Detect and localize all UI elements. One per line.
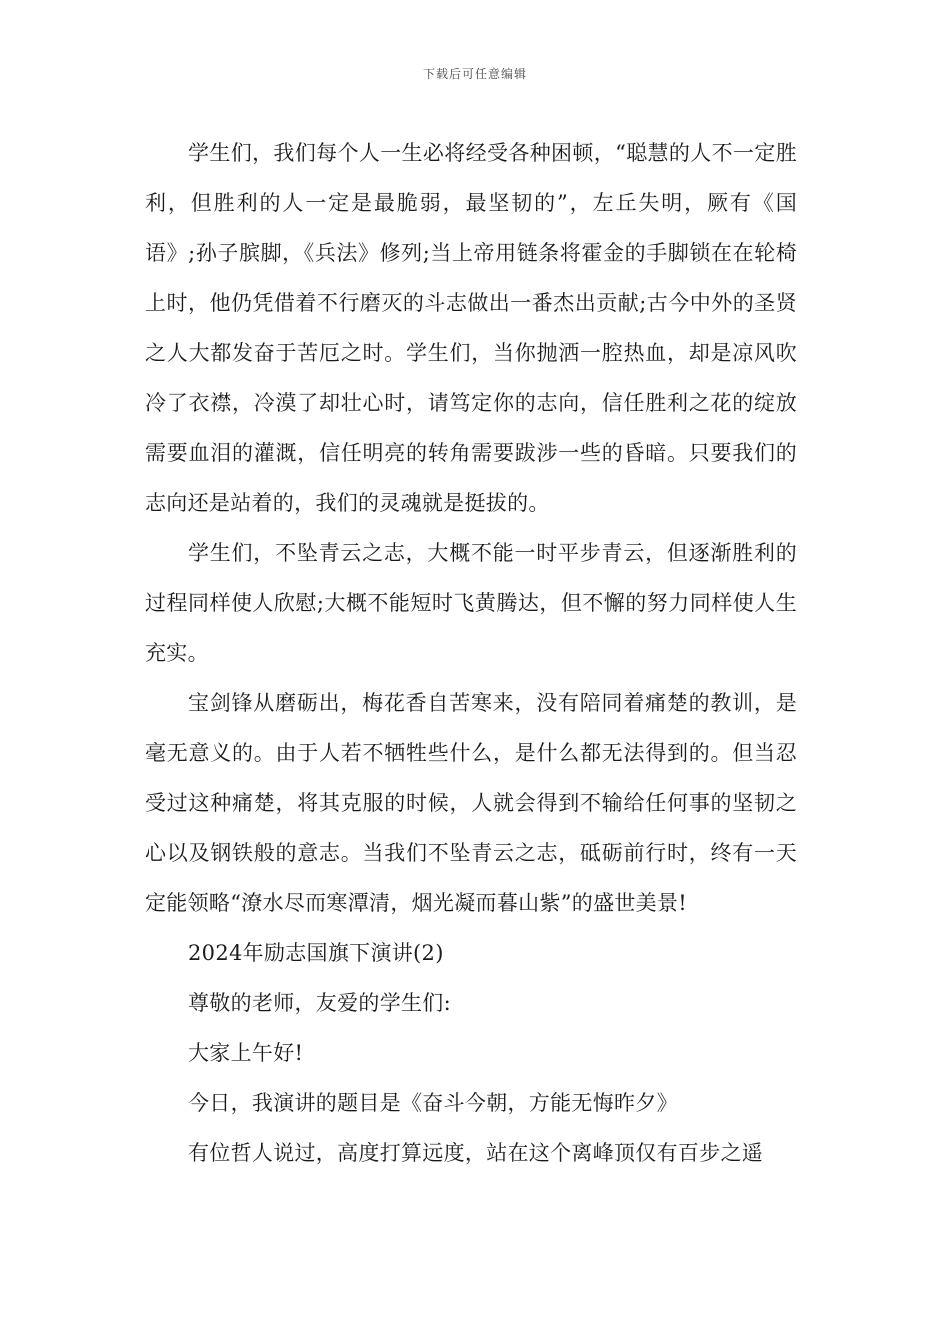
paragraph-sword: 宝剑锋从磨砺出，梅花香自苦寒来，没有陪同着痛楚的教训，是毫无意义的。由于人若不牺牲些什么，是什么都无法得到的。但当忍受过这种痛楚，将其克服的时候，人就会得到不输给任何事的坚韧之心以及钢铁般的意志。当我们不坠青云之志，砥砺前行时，终有一天定能领略“潦水尽而寒潭清，烟光凝而暮山紫”的盛世美景! bbox=[145, 691, 797, 915]
paragraph-philosopher: 有位哲人说过，高度打算远度，站在这个离峰顶仅有百步之遥 bbox=[188, 1141, 764, 1165]
page-header: 下载后可任意编辑 bbox=[422, 67, 527, 81]
document-body bbox=[145, 128, 797, 1178]
speech-title: 2024年励志国旗下演讲(2) bbox=[188, 941, 444, 965]
speech-salutation: 尊敬的老师，友爱的学生们: bbox=[188, 991, 451, 1015]
paragraph-ambition: 学生们，不坠青云之志，大概不能一时平步青云，但逐渐胜利的过程同样使人欣慰;大概不能短时飞黄腾达，但不懈的努力同样使人生充实。 bbox=[145, 541, 797, 665]
speech-greeting: 大家上午好! bbox=[188, 1041, 304, 1065]
paragraph-hardship: 学生们，我们每个人一生必将经受各种困顿，“聪慧的人不一定胜利，但胜利的人一定是最脆弱，最坚韧的”，左丘失明，厥有《国语》;孙子膑脚，《兵法》修列;当上帝用链条将霍金的手脚锁在在轮椅上时，他仍凭借着不行磨灭的斗志做出一番杰出贡献;古今中外的圣贤之人大都发奋于苦厄之时。学生们，当你抛洒一腔热血，却是凉风吹冷了衣襟，冷漠了却壮心时，请笃定你的志向，信任胜利之花的绽放需要血泪的灌溉，信任明亮的转角需要跋涉一些的昏暗。只要我们的志向还是站着的，我们的灵魂就是挺拔的。 bbox=[145, 141, 797, 515]
speech-topic: 今日，我演讲的题目是《奋斗今朝，方能无悔昨夕》 bbox=[188, 1091, 678, 1115]
